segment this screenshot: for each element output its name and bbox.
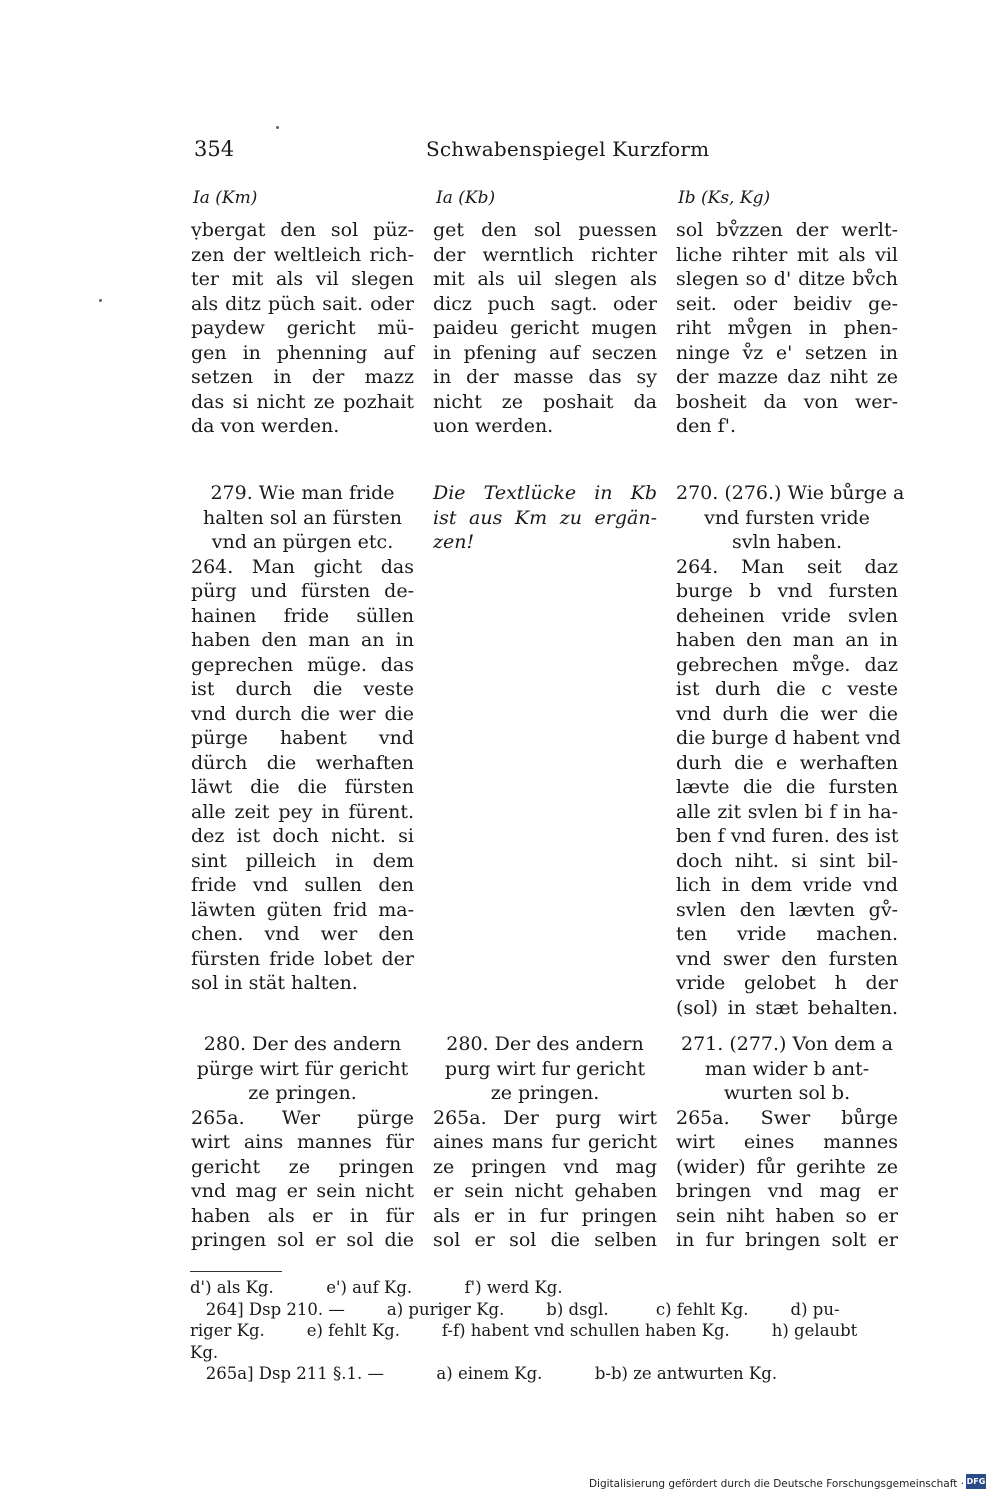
text-line: setzen in der mazz bbox=[191, 366, 414, 388]
text-line: aines mans fur gericht bbox=[433, 1131, 657, 1153]
column-2-block-2 bbox=[433, 481, 657, 555]
text-line: ze pringen. bbox=[248, 1082, 357, 1104]
text-line: paideu gericht mugen bbox=[433, 317, 657, 339]
text-line: in der masse das sy bbox=[433, 366, 657, 388]
text-line: (wider) fůr gerihte ze bbox=[676, 1155, 898, 1178]
text-line: zen der weltleich rich- bbox=[191, 243, 414, 266]
column-heading-km: Ia (Km) bbox=[193, 188, 258, 208]
text-line: ben f vnd furen. des ist bbox=[676, 825, 899, 847]
text-line: haben als er in für bbox=[191, 1204, 414, 1227]
text-line: riht mv̊gen in phen- bbox=[676, 317, 898, 339]
text-line: seit. oder beidiv ge- bbox=[676, 292, 898, 315]
scan-speck-top bbox=[276, 126, 279, 129]
text-line: wurten sol b. bbox=[723, 1082, 851, 1104]
text-line: nicht ze poshait da bbox=[433, 390, 657, 413]
text-line: man wider b ant- bbox=[704, 1057, 870, 1080]
scan-speck-left bbox=[99, 299, 102, 302]
text-line: pringen sol er sol die bbox=[191, 1229, 414, 1251]
text-line: vnd fursten vride bbox=[704, 506, 870, 529]
text-line: fride vnd sullen den bbox=[191, 874, 414, 896]
text-line: pürge wirt für gericht bbox=[196, 1057, 409, 1080]
text-line: pürg und fürsten de- bbox=[191, 580, 414, 602]
text-line: vnd swer den fursten bbox=[676, 947, 898, 970]
text-line: haben den man an in bbox=[676, 629, 898, 651]
text-line: hainen fride süllen bbox=[191, 604, 414, 627]
text-line: 265a. Der purg wirt bbox=[433, 1106, 657, 1129]
text-line: ze pringen. bbox=[490, 1082, 600, 1104]
text-line: svln haben. bbox=[731, 531, 843, 553]
text-line: der werntlich richter bbox=[433, 243, 657, 266]
text-line: gen in phenning auf bbox=[191, 341, 414, 364]
text-line: 279. Wie man fride bbox=[210, 482, 395, 504]
text-line: 265a. Wer pürge bbox=[191, 1106, 414, 1129]
column-heading-kb: Ia (Kb) bbox=[436, 188, 496, 208]
text-line: ten vride machen. bbox=[676, 923, 898, 945]
text-line: vnd durh die wer die bbox=[676, 702, 898, 725]
text-line: Die Textlücke in Kb bbox=[433, 482, 657, 504]
footnote-line: Kg. bbox=[190, 1342, 219, 1362]
text-line: der mazze daz niht ze bbox=[676, 366, 898, 388]
text-line: bosheit da von wer- bbox=[676, 390, 898, 413]
text-line: ṿbergat den sol püz- bbox=[191, 219, 414, 241]
text-line: dürch die werhaften bbox=[191, 751, 414, 774]
text-line: läwt die die fürsten bbox=[191, 776, 414, 798]
column-3-block-1 bbox=[676, 218, 898, 439]
text-line: sol er sol die selben bbox=[433, 1229, 657, 1251]
text-line: (sol) in stæt behalten. bbox=[676, 996, 898, 1019]
text-line: als ditz püch sait. oder bbox=[191, 292, 414, 315]
text-line: ter mit als vil slegen bbox=[191, 268, 414, 290]
text-line: 264. Man seit daz bbox=[676, 555, 898, 578]
footnote-line: d') als Kg. e') auf Kg. f') werd Kg. bbox=[190, 1278, 563, 1297]
text-line: da von werden. bbox=[191, 415, 340, 437]
text-line: gebrechen mv̊ge. daz bbox=[676, 653, 898, 676]
text-line: vnd durch die wer die bbox=[191, 702, 414, 725]
text-line: sein niht haben so er bbox=[676, 1204, 898, 1227]
text-line: burge b vnd fursten bbox=[676, 580, 898, 602]
text-line: in fur bringen solt er bbox=[676, 1229, 898, 1251]
footnotes bbox=[190, 1277, 900, 1385]
text-line: durh die e werhaften bbox=[676, 751, 898, 774]
text-line: als er in fur pringen bbox=[433, 1204, 657, 1227]
footnote-line: riger Kg. e) fehlt Kg. f-f) habent vnd schullen haben Kg. h) gelaubt bbox=[190, 1321, 858, 1340]
text-line: 270. (276.) Wie bůrge a bbox=[676, 482, 905, 504]
page-number: 354 bbox=[194, 137, 235, 161]
text-line: chen. vnd wer den bbox=[191, 923, 414, 945]
text-line: in pfening auf seczen bbox=[433, 341, 657, 364]
text-line: die burge d habent vnd bbox=[676, 727, 901, 749]
text-line: alle zeit pey in fürent. bbox=[191, 800, 414, 823]
text-line: paydew gericht mü- bbox=[191, 317, 414, 339]
text-line: zen! bbox=[433, 531, 475, 553]
text-line: svlen den lævten gv̊- bbox=[676, 898, 898, 921]
text-line: vnd an pürgen etc. bbox=[211, 531, 394, 553]
text-line: den f'. bbox=[676, 415, 736, 437]
column-2-block-1 bbox=[433, 218, 657, 439]
text-line: bringen vnd mag er bbox=[676, 1180, 898, 1202]
text-line: dicz puch sagt. oder bbox=[433, 292, 657, 315]
text-line: lich in dem vride vnd bbox=[676, 874, 898, 896]
text-line: sol bv̊zzen der werlt- bbox=[676, 219, 898, 241]
footnote-rule bbox=[190, 1271, 282, 1272]
text-line: ist durh die c veste bbox=[676, 678, 898, 700]
digitization-credit: Digitalisierung gefördert durch die Deutsche Forschungsgemeinschaft · bbox=[588, 1478, 964, 1490]
text-line: vride gelobet h der bbox=[676, 972, 898, 994]
footnote-line: 264] Dsp 210. — a) puriger Kg. b) dsgl. c) fehlt Kg. d) pu- bbox=[190, 1299, 840, 1319]
text-line: ist durch die veste bbox=[191, 678, 414, 700]
text-line: deheinen vride svlen bbox=[676, 604, 898, 627]
text-line: wirt ains mannes für bbox=[191, 1131, 414, 1153]
text-line: slegen so d' ditze bv̊ch bbox=[676, 268, 898, 290]
column-1-block-1 bbox=[191, 218, 414, 439]
column-heading-ks-kg: Ib (Ks, Kg) bbox=[678, 188, 771, 208]
text-line: lævte die die fursten bbox=[676, 776, 898, 798]
text-line: pürge habent vnd bbox=[191, 727, 414, 749]
column-3-block-3 bbox=[676, 1032, 898, 1253]
column-2-block-3 bbox=[433, 1032, 657, 1253]
text-line: ist aus Km zu ergän- bbox=[433, 506, 657, 529]
text-line: 265a. Swer bůrge bbox=[676, 1106, 898, 1129]
footnote-line: 265a] Dsp 211 §.1. — a) einem Kg. b-b) ze antwurten Kg. bbox=[190, 1364, 778, 1383]
text-line: uon werden. bbox=[433, 415, 554, 437]
text-line: mit als uil slegen als bbox=[433, 268, 657, 290]
text-line: vnd mag er sein nicht bbox=[191, 1180, 414, 1202]
text-line: get den sol puessen bbox=[433, 219, 657, 241]
text-line: 280. Der des andern bbox=[446, 1033, 644, 1055]
text-line: läwten güten frid ma- bbox=[191, 898, 414, 921]
running-title: Schwabenspiegel Kurzform bbox=[426, 137, 710, 161]
text-line: doch niht. si sint bil- bbox=[676, 849, 898, 872]
text-line: sint pilleich in dem bbox=[191, 849, 414, 872]
text-line: sol in stät halten. bbox=[191, 972, 358, 994]
text-line: purg wirt fur gericht bbox=[444, 1057, 646, 1080]
text-line: haben den man an in bbox=[191, 629, 414, 651]
text-line: ninge v̊z e' setzen in bbox=[676, 341, 898, 364]
column-1-block-2 bbox=[191, 481, 414, 996]
text-line: wirt eines mannes bbox=[676, 1131, 898, 1153]
text-line: 264. Man gicht das bbox=[191, 555, 414, 578]
text-line: 280. Der des andern bbox=[203, 1033, 402, 1055]
text-line: das si nicht ze pozhait bbox=[191, 390, 414, 413]
text-line: er sein nicht gehaben bbox=[433, 1180, 657, 1202]
text-line: ze pringen vnd mag bbox=[433, 1155, 657, 1178]
text-line: halten sol an fürsten bbox=[203, 506, 402, 529]
text-line: fürsten fride lobet der bbox=[191, 947, 414, 970]
column-3-block-2 bbox=[676, 481, 905, 1020]
dfg-logo: DFG bbox=[966, 1474, 986, 1489]
text-line: gericht ze pringen bbox=[191, 1155, 414, 1178]
text-line: geprechen müge. das bbox=[191, 653, 414, 676]
text-line: 271. (277.) Von dem a bbox=[681, 1033, 893, 1055]
text-line: alle zit svlen bi f in ha- bbox=[676, 800, 898, 823]
column-1-block-3 bbox=[191, 1032, 414, 1253]
text-line: dez ist doch nicht. si bbox=[191, 825, 414, 847]
text-line: liche rihter mit als vil bbox=[676, 243, 898, 266]
